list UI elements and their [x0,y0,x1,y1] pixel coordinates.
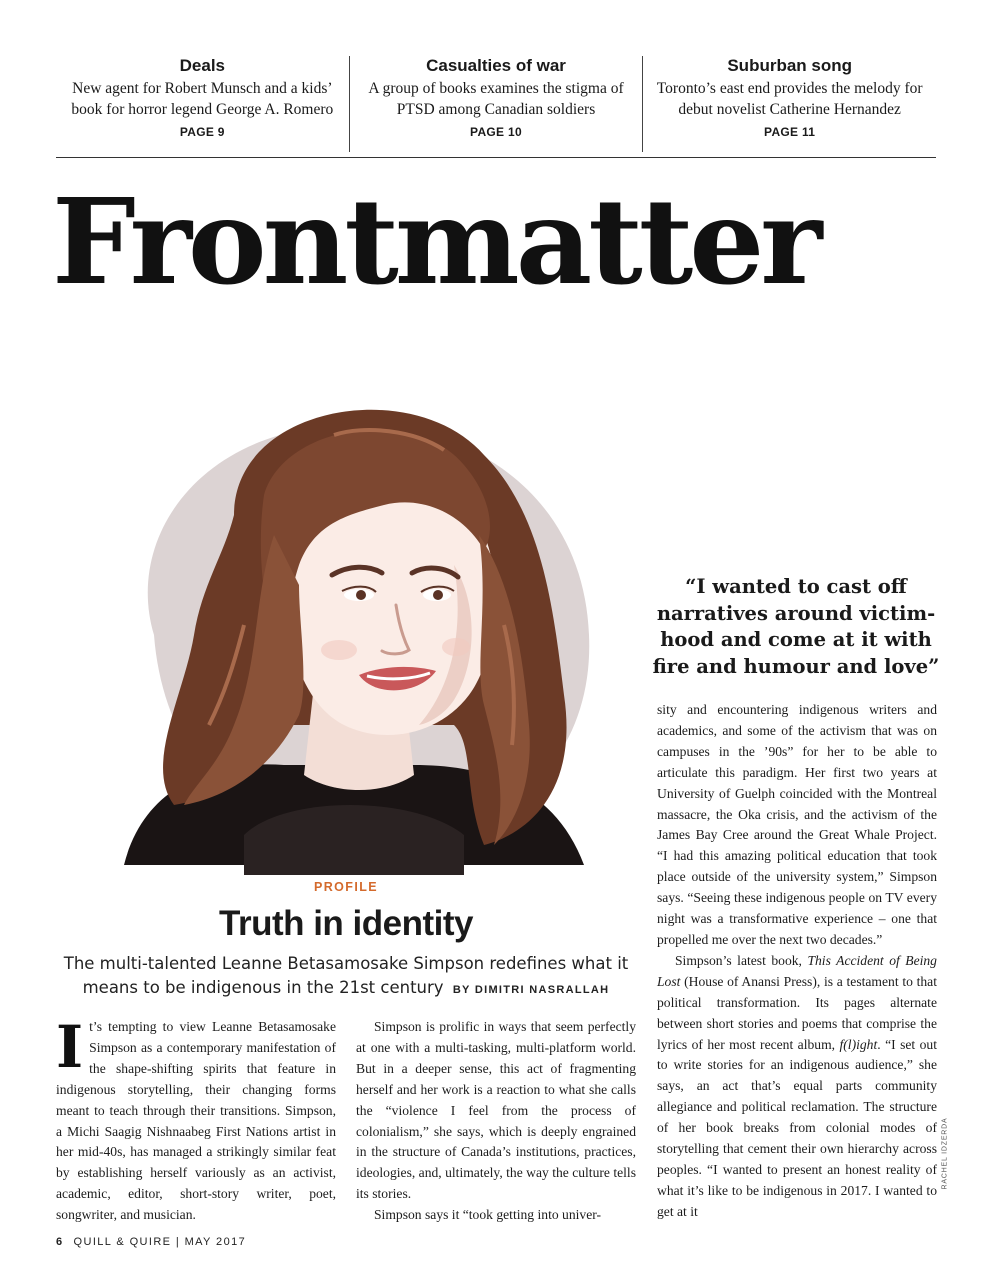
body-column-2 [356,1017,636,1226]
page-folio [56,1236,246,1248]
teaser-page-ref: PAGE 11 [764,125,816,139]
body-column-3 [657,700,937,1223]
paragraph-text: (House of Anansi Press), is a testament to that political transformation. Its pages alternate between short stories and poems that comprise the lyrics of her most recent album, [657,973,937,1052]
drop-cap: I [56,1013,84,1081]
portrait-illustration [84,365,618,875]
teaser-page-ref: PAGE 9 [179,125,225,139]
body-paragraph: sity and encountering indigenous writers and academics, and some of the activism that was on campuses in the ’90s” for her to be able to articulate this paradigm. Her first two years at University of Guelph coincided with the Montreal massacre, the Oka crisis, and the activism of the James Bay Cree around the Great Whale Project. “I had this amazing political education that took place outside of the university system,” Simpson says. “Seeing these indigenous people on TV every night was a transformative experience – one that propelled me over the next two decades.” [657,702,937,947]
teaser-description: New agent for Robert Munsch and a kids’ book for horror legend George A. Romero [71,80,334,118]
teaser-description: A group of books examines the stigma of PTSD among Canadian soldiers [368,80,624,118]
teaser-deals[interactable] [56,56,349,152]
album-title: f(l)ight [839,1036,878,1052]
section-masthead: Frontmatter [52,172,819,311]
paragraph-text: t’s tempting to view Leanne Betasamosake Simpson as a contemporary manifestation of the shape-shifting spirits that feature in indigenous storytelling, their changing forms meant to teach through their transitions. Simpson, a Michi Saagig Nishnaabeg First Nations artist in her mid-40s, has managed a strikingly similar feat by establishing herself variously as an activist, academic, editor, short-story writer, poet, songwriter, and musician. [56,1019,336,1223]
body-paragraph [657,951,937,1223]
body-column-1 [56,1013,336,1226]
body-paragraph: Simpson says it “took getting into univer- [374,1207,602,1223]
teaser-title: Suburban song [727,56,853,75]
teaser-description: Toronto’s east end provides the melody for debut novelist Catherine Hernandez [656,80,923,118]
teaser-bar [56,56,936,152]
illustration-credit: RACHEL IDZERDA [941,1117,949,1190]
page-number: 6 [56,1236,64,1248]
deck-text: The multi-talented Leanne Betasamosake Simpson redefines what it means to be indigenous in the 21st century [63,954,629,997]
pull-quote: “I wanted to cast off narratives around victimhood and come at it with fire and humour and love” [652,575,940,678]
teaser-title: Deals [179,56,226,75]
paragraph-text: Simpson’s latest book, [675,952,808,968]
publication-line: QUILL & QUIRE | MAY 2017 [73,1236,247,1248]
section-kicker: PROFILE [314,880,378,894]
body-paragraph [56,1013,336,1226]
paragraph-text: . “I set out to write stories for an indigenous audience,” she says, an act that’s equal parts community allegiance and political reclamation. The structure of her book breaks from colonial modes of storytelling that cement their own hierarchy across peoples. “I wanted to present an honest reality of what it’s like to be indigenous in 2017. I wanted to get at it [657,1036,937,1219]
byline: BY DIMITRI NASRALLAH [452,984,610,996]
body-paragraph: Simpson is prolific in ways that seem perfectly at one with a multi-tasking, multi-platform world. But in a deeper sense, this act of fragmenting herself and her work is a reaction to what she calls the “violence I feel from the process of colonialism,” she says, which is deeply engrained in the structure of Canada’s institutions, practices, ideologies, and, ultimately, the way the culture tells its stories. [356,1019,636,1202]
teaser-suburban-song[interactable] [642,56,936,152]
teaser-title: Casualties of war [426,56,566,75]
divider-rule [56,157,936,158]
teaser-page-ref: PAGE 10 [470,125,522,139]
teaser-casualties-of-war[interactable] [349,56,643,152]
book-title: This Accident of Being Lost [657,952,937,989]
article-headline: Truth in identity [219,904,473,943]
article-deck [56,952,636,1002]
